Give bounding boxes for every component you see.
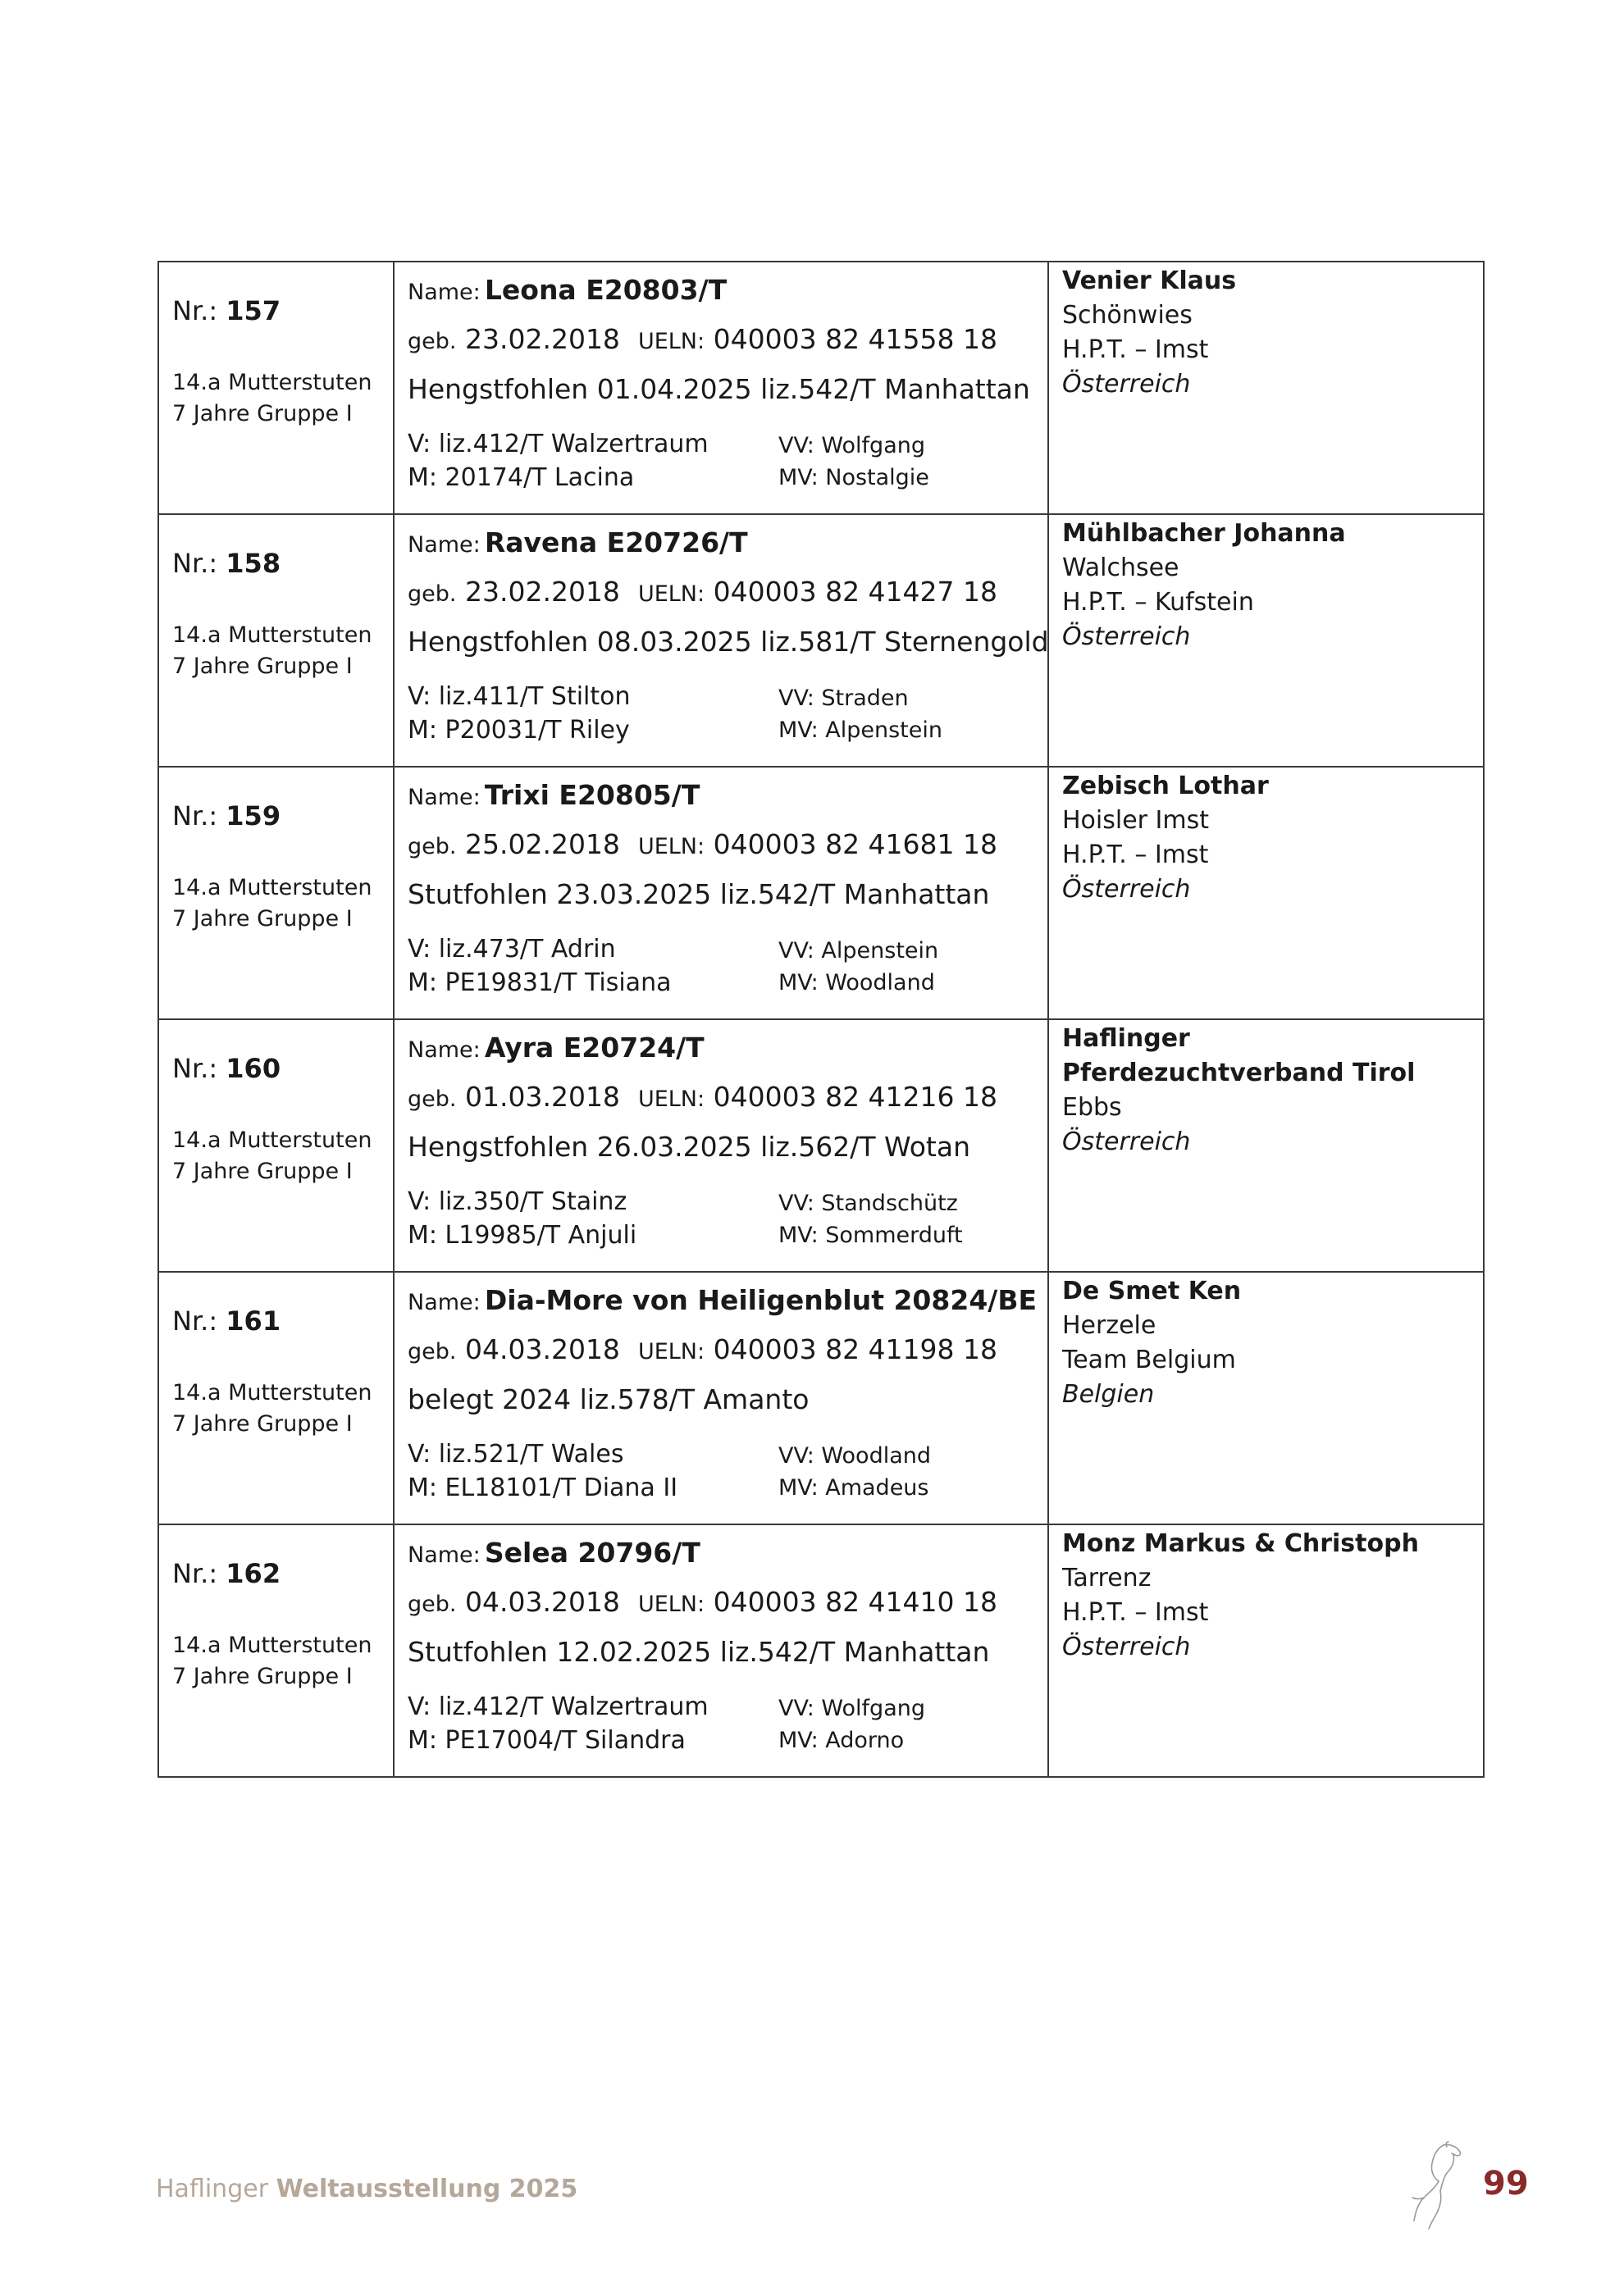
owner-cell <box>1049 1273 1485 1525</box>
owner-cell <box>1049 1020 1485 1273</box>
horse-name: Trixi E20805/T <box>484 779 700 811</box>
entry-number <box>172 1053 281 1084</box>
owner-country: Österreich <box>1062 622 1191 651</box>
birth-date: 04.03.2018 <box>464 1586 620 1618</box>
owner-location: Hoisler Imst <box>1062 806 1210 835</box>
entry-number <box>172 1558 281 1589</box>
owner-country: Belgien <box>1062 1380 1155 1409</box>
owner-country: Österreich <box>1062 875 1191 904</box>
entry-number-cell <box>159 768 395 1020</box>
entry-number <box>172 548 281 579</box>
nr-value: 162 <box>226 1558 281 1589</box>
geb-label: geb. <box>408 1086 457 1112</box>
footer-title-regular: Haflinger <box>156 2175 269 2203</box>
entry-number-cell <box>159 1525 395 1778</box>
page-number: 99 <box>1483 2165 1529 2203</box>
ueln-number: 040003 82 41427 18 <box>713 576 998 608</box>
owner-block <box>1062 1274 1467 1412</box>
horse-details-cell <box>395 1273 1049 1525</box>
class-name: 14.a Mutterstuten <box>172 1380 372 1405</box>
horse-details-cell <box>395 1525 1049 1778</box>
owner-block <box>1062 264 1467 402</box>
birth-date: 01.03.2018 <box>464 1081 620 1113</box>
nr-label: Nr.: <box>172 1305 218 1337</box>
owner-association: H.P.T. – Imst <box>1062 335 1209 364</box>
horse-name: Leona E20803/T <box>484 274 728 306</box>
foal-info: Hengstfohlen 26.03.2025 liz.562/T Wotan <box>408 1131 971 1163</box>
owner-cell <box>1049 262 1485 515</box>
catalog-entry <box>159 515 1485 768</box>
geb-label: geb. <box>408 1339 457 1364</box>
foal-info: Stutfohlen 23.03.2025 liz.542/T Manhattan <box>408 878 990 910</box>
dam-sire: MV: Nostalgie <box>778 465 929 490</box>
nr-value: 158 <box>226 548 281 579</box>
birth-ueln-row <box>408 323 997 355</box>
catalog-table <box>157 261 1485 1778</box>
ueln-label: UELN: <box>637 1339 705 1364</box>
ueln-number: 040003 82 41681 18 <box>713 828 998 860</box>
owner-cell <box>1049 768 1485 1020</box>
owner-block <box>1062 517 1467 654</box>
dam-sire: MV: Alpenstein <box>778 718 942 743</box>
ueln-label: UELN: <box>637 581 705 607</box>
foal-info: Hengstfohlen 08.03.2025 liz.581/T Sternengold <box>408 626 1049 658</box>
birth-date: 25.02.2018 <box>464 828 620 860</box>
owner-country: Österreich <box>1062 1128 1191 1156</box>
entry-number <box>172 1305 281 1337</box>
owner-name: Monz Markus & Christoph <box>1062 1529 1419 1558</box>
class-name: 14.a Mutterstuten <box>172 622 372 648</box>
birth-ueln-row <box>408 828 997 860</box>
class-name: 14.a Mutterstuten <box>172 370 372 395</box>
nr-label: Nr.: <box>172 295 218 326</box>
birth-ueln-row <box>408 1586 997 1618</box>
foal-info: belegt 2024 liz.578/T Amanto <box>408 1383 810 1415</box>
dam: M: PE19831/T Tisiana <box>408 968 672 997</box>
footer-title-bold: Weltausstellung 2025 <box>276 2175 578 2203</box>
class-name: 14.a Mutterstuten <box>172 875 372 900</box>
geb-label: geb. <box>408 329 457 354</box>
owner-name: Venier Klaus <box>1062 266 1237 295</box>
sire-sire: VV: Wolfgang <box>778 433 925 458</box>
class-name: 14.a Mutterstuten <box>172 1633 372 1658</box>
sire: V: liz.411/T Stilton <box>408 682 631 711</box>
owner-name: Haflinger Pferdezuchtverband Tirol <box>1062 1024 1416 1087</box>
nr-value: 157 <box>226 295 281 326</box>
entry-number <box>172 295 281 326</box>
ueln-label: UELN: <box>637 1592 705 1617</box>
geb-label: geb. <box>408 1592 457 1617</box>
nr-value: 161 <box>226 1305 281 1337</box>
ueln-label: UELN: <box>637 834 705 859</box>
class-group: 7 Jahre Gruppe I <box>172 906 353 932</box>
sire-sire: VV: Woodland <box>778 1443 932 1469</box>
dam-sire: MV: Sommerduft <box>778 1223 963 1248</box>
class-group: 7 Jahre Gruppe I <box>172 401 353 426</box>
name-label: Name: <box>408 1290 481 1315</box>
geb-label: geb. <box>408 834 457 859</box>
owner-association: H.P.T. – Imst <box>1062 1598 1209 1627</box>
owner-location: Ebbs <box>1062 1093 1122 1122</box>
dam-sire: MV: Amadeus <box>778 1475 929 1501</box>
ueln-number: 040003 82 41558 18 <box>713 323 998 355</box>
owner-location: Tarrenz <box>1062 1564 1152 1592</box>
ueln-number: 040003 82 41198 18 <box>713 1333 998 1365</box>
horse-details-cell <box>395 262 1049 515</box>
owner-country: Österreich <box>1062 1633 1191 1661</box>
name-label: Name: <box>408 785 481 810</box>
sire: V: liz.350/T Stainz <box>408 1187 627 1216</box>
dam-sire: MV: Adorno <box>778 1728 905 1753</box>
dam: M: EL18101/T Diana II <box>408 1474 678 1502</box>
sire-sire: VV: Wolfgang <box>778 1696 925 1721</box>
owner-name: Zebisch Lothar <box>1062 772 1269 800</box>
dam: M: L19985/T Anjuli <box>408 1221 637 1250</box>
class-group: 7 Jahre Gruppe I <box>172 1411 353 1437</box>
catalog-entry <box>159 262 1485 515</box>
horse-name-row <box>408 779 700 811</box>
horse-name: Ayra E20724/T <box>484 1032 705 1064</box>
horse-name: Ravena E20726/T <box>484 526 748 558</box>
birth-date: 04.03.2018 <box>464 1333 620 1365</box>
geb-label: geb. <box>408 581 457 607</box>
nr-label: Nr.: <box>172 1053 218 1084</box>
owner-cell <box>1049 515 1485 768</box>
class-group: 7 Jahre Gruppe I <box>172 1159 353 1184</box>
horse-details-cell <box>395 515 1049 768</box>
horse-logo-icon <box>1404 2140 1468 2232</box>
owner-location: Walchsee <box>1062 554 1179 582</box>
owner-name: De Smet Ken <box>1062 1277 1242 1305</box>
horse-name-row <box>408 1284 1037 1316</box>
name-label: Name: <box>408 1037 481 1063</box>
owner-location: Herzele <box>1062 1311 1156 1340</box>
catalog-entry <box>159 1525 1485 1778</box>
owner-association: Team Belgium <box>1062 1346 1236 1374</box>
nr-value: 160 <box>226 1053 281 1084</box>
sire: V: liz.412/T Walzertraum <box>408 1692 709 1721</box>
entry-number <box>172 800 281 831</box>
footer-title <box>156 2175 577 2203</box>
sire: V: liz.521/T Wales <box>408 1440 624 1469</box>
horse-name-row <box>408 1032 705 1064</box>
horse-name-row <box>408 1537 700 1569</box>
entry-number-cell <box>159 1273 395 1525</box>
owner-association: H.P.T. – Imst <box>1062 840 1209 869</box>
dam: M: P20031/T Riley <box>408 716 630 745</box>
nr-value: 159 <box>226 800 281 831</box>
name-label: Name: <box>408 532 481 558</box>
foal-info: Hengstfohlen 01.04.2025 liz.542/T Manhattan <box>408 373 1030 405</box>
catalog-entry <box>159 768 1485 1020</box>
class-name: 14.a Mutterstuten <box>172 1128 372 1153</box>
sire: V: liz.412/T Walzertraum <box>408 430 709 458</box>
owner-country: Österreich <box>1062 370 1191 399</box>
class-group: 7 Jahre Gruppe I <box>172 654 353 679</box>
nr-label: Nr.: <box>172 548 218 579</box>
owner-block <box>1062 769 1467 907</box>
foal-info: Stutfohlen 12.02.2025 liz.542/T Manhattan <box>408 1636 990 1668</box>
birth-ueln-row <box>408 1081 997 1113</box>
owner-cell <box>1049 1525 1485 1778</box>
sire: V: liz.473/T Adrin <box>408 935 616 963</box>
owner-name: Mühlbacher Johanna <box>1062 519 1346 548</box>
catalog-entry <box>159 1020 1485 1273</box>
horse-details-cell <box>395 1020 1049 1273</box>
entry-number-cell <box>159 515 395 768</box>
horse-name: Dia-More von Heiligenblut 20824/BE <box>484 1284 1038 1316</box>
birth-date: 23.02.2018 <box>464 576 620 608</box>
entry-number-cell <box>159 262 395 515</box>
birth-ueln-row <box>408 576 997 608</box>
horse-name-row <box>408 274 727 306</box>
owner-location: Schönwies <box>1062 301 1193 330</box>
catalog-entry <box>159 1273 1485 1525</box>
sire-sire: VV: Standschütz <box>778 1191 958 1216</box>
owner-association: H.P.T. – Kufstein <box>1062 588 1254 617</box>
horse-name: Selea 20796/T <box>484 1537 700 1569</box>
dam: M: 20174/T Lacina <box>408 463 635 492</box>
name-label: Name: <box>408 280 481 305</box>
name-label: Name: <box>408 1542 481 1568</box>
horse-name-row <box>408 526 748 558</box>
entry-number-cell <box>159 1020 395 1273</box>
birth-date: 23.02.2018 <box>464 323 620 355</box>
ueln-number: 040003 82 41410 18 <box>713 1586 998 1618</box>
nr-label: Nr.: <box>172 800 218 831</box>
class-group: 7 Jahre Gruppe I <box>172 1664 353 1689</box>
horse-details-cell <box>395 768 1049 1020</box>
owner-block <box>1062 1022 1467 1159</box>
owner-block <box>1062 1527 1467 1665</box>
dam: M: PE17004/T Silandra <box>408 1726 686 1755</box>
sire-sire: VV: Alpenstein <box>778 938 939 963</box>
birth-ueln-row <box>408 1333 997 1365</box>
sire-sire: VV: Straden <box>778 686 909 711</box>
nr-label: Nr.: <box>172 1558 218 1589</box>
dam-sire: MV: Woodland <box>778 970 935 995</box>
ueln-label: UELN: <box>637 329 705 354</box>
ueln-label: UELN: <box>637 1086 705 1112</box>
ueln-number: 040003 82 41216 18 <box>713 1081 998 1113</box>
